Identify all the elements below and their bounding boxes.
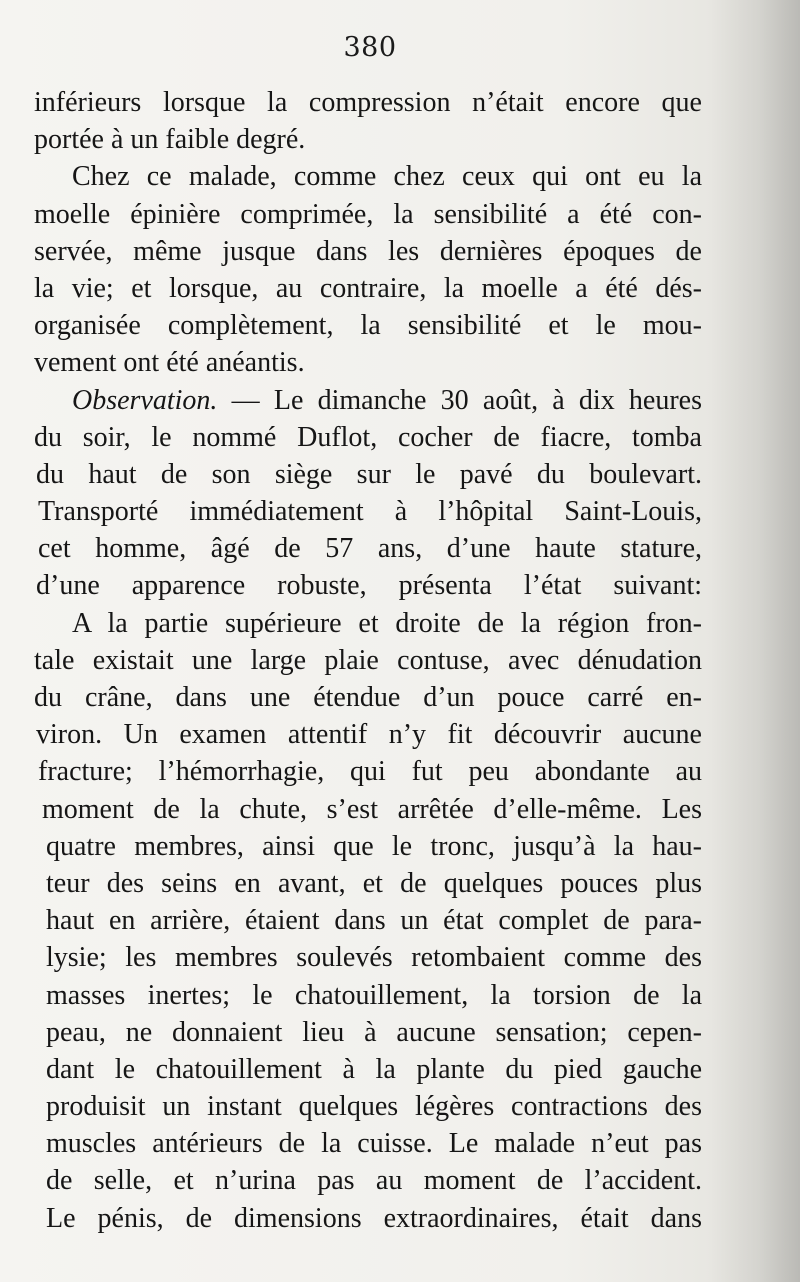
text-line: organisée complètement, la sensibilité et le mou- <box>34 310 702 342</box>
text-line: portée à un faible degré. <box>34 124 306 156</box>
text-line: inférieurs lorsque la compression n’était encore que <box>34 87 702 118</box>
text-line: de selle, et n’urina pas au moment de l’accident. <box>46 1165 702 1197</box>
observation-text: — Le dimanche 30 août, à dix heures <box>231 384 702 416</box>
text-line: la vie; et lorsque, au contraire, la moelle a été dés- <box>34 272 702 304</box>
page-text <box>34 84 702 1237</box>
text-line: produisit un instant quelques légères contractions des <box>46 1091 702 1123</box>
text-line: lysie; les membres soulevés retombaient comme des <box>46 942 702 974</box>
text-line: fracture; l’hémorrhagie, qui fut peu abondante au <box>38 756 702 788</box>
observation-label: Observation. <box>72 384 218 416</box>
text-line: moelle épinière comprimée, la sensibilité a été con- <box>34 198 702 230</box>
text-line: Le pénis, de dimensions extraordinaires, était dans <box>46 1202 702 1234</box>
observation-line <box>34 382 702 419</box>
page-number: 380 <box>343 32 397 63</box>
text-line: viron. Un examen attentif n’y fit découvrir aucune <box>36 719 702 751</box>
text-line: haut en arrière, étaient dans un état complet de para- <box>46 905 702 937</box>
text-line: quatre membres, ainsi que le tronc, jusqu’à la hau- <box>46 830 702 862</box>
text-line: dant le chatouillement à la plante du pied gauche <box>46 1053 702 1085</box>
page-edge-shadow <box>710 0 800 1282</box>
text-line: Transporté immédiatement à l’hôpital Saint-Louis, <box>38 496 702 528</box>
text-line: A la partie supérieure et droite de la région fron- <box>72 607 702 639</box>
text-line: servée, même jusque dans les dernières époques de <box>34 235 702 267</box>
text-line: teur des seins en avant, et de quelques pouces plus <box>46 867 702 899</box>
text-line: Chez ce malade, comme chez ceux qui ont eu la <box>72 161 702 193</box>
text-line: muscles antérieurs de la cuisse. Le malade n’eut pas <box>46 1128 702 1160</box>
text-line: du soir, le nommé Duflot, cocher de fiacre, tomba <box>34 421 702 453</box>
text-line: tale existait une large plaie contuse, avec dénudation <box>34 644 702 676</box>
text-line: vement ont été anéantis. <box>34 347 305 379</box>
text-line: d’une apparence robuste, présenta l’état suivant: <box>36 570 702 602</box>
text-line: du haut de son siège sur le pavé du boulevart. <box>36 458 702 490</box>
text-line: moment de la chute, s’est arrêtée d’elle-même. Les <box>42 793 702 825</box>
text-line: cet homme, âgé de 57 ans, d’une haute stature, <box>38 533 702 565</box>
text-line: du crâne, dans une étendue d’un pouce carré en- <box>34 682 702 713</box>
text-line: masses inertes; le chatouillement, la torsion de la <box>46 979 702 1011</box>
text-line: peau, ne donnaient lieu à aucune sensation; cepen- <box>46 1016 702 1048</box>
